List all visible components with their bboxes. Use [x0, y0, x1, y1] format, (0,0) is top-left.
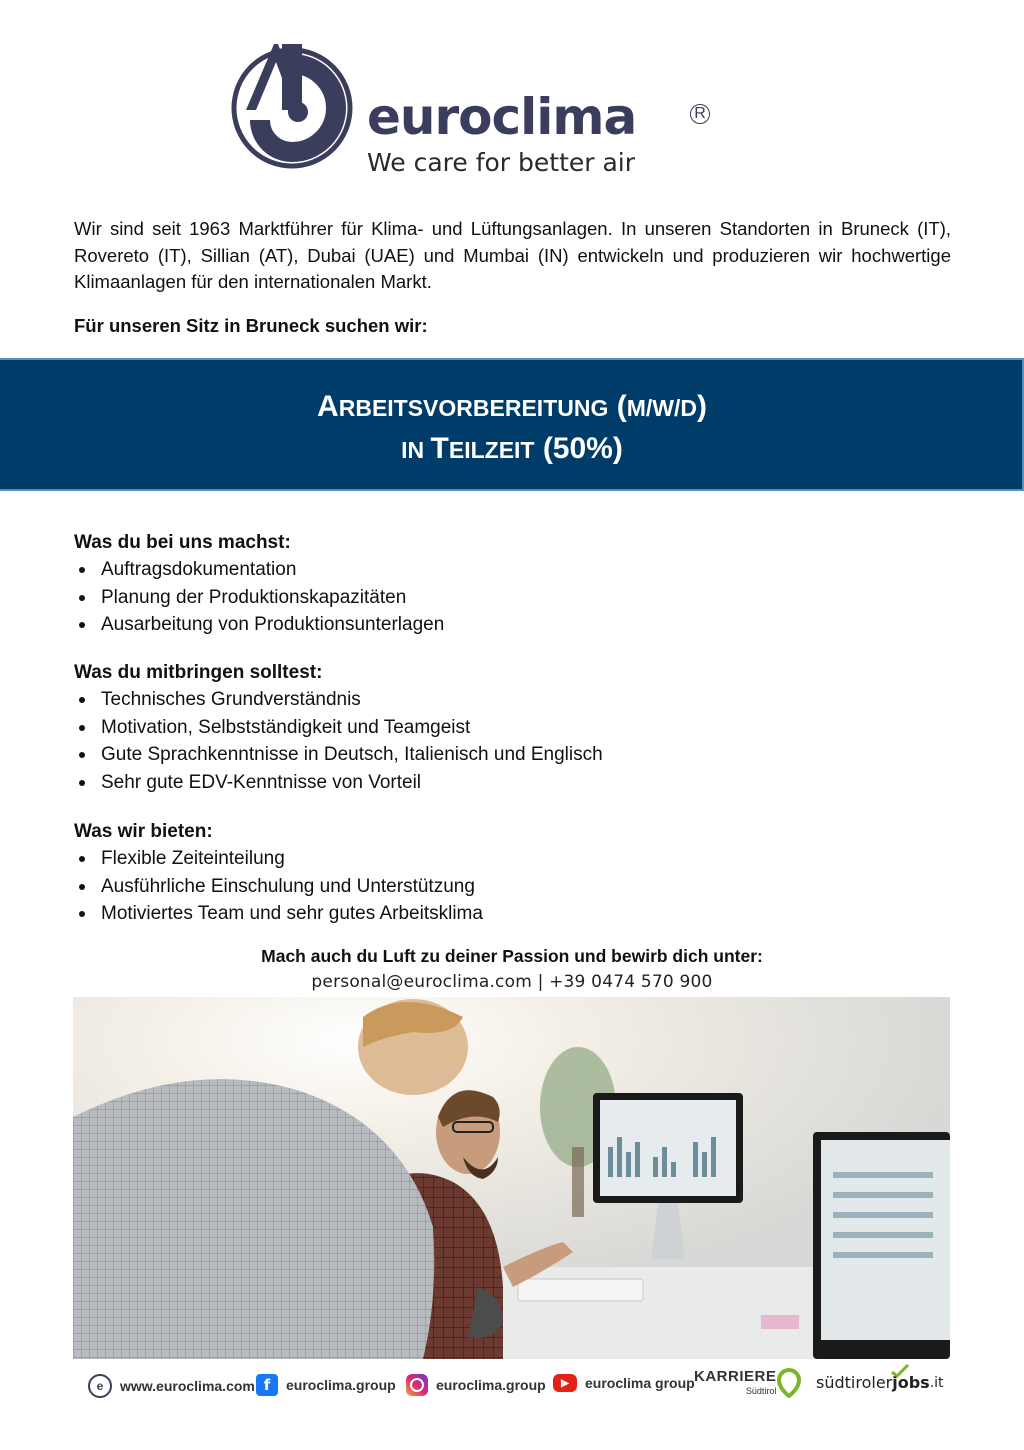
euroclima-logo-icon [226, 38, 358, 170]
section-requirements [74, 659, 954, 796]
karriere-suedtirol-logo[interactable]: KARRIERE Südtirol [694, 1368, 777, 1396]
list-item: Gute Sprachkenntnisse in Deutsch, Italienisch und Englisch [74, 741, 954, 769]
checkmark-icon [890, 1364, 910, 1378]
list-item: Flexible Zeiteinteilung [74, 845, 954, 873]
logo-wordmark: euroclima [367, 88, 637, 146]
list-item: Motivation, Selbstständigkeit und Teamgeist [74, 714, 954, 742]
footer-website-link[interactable]: e www.euroclima.com [88, 1374, 255, 1398]
karriere-pin-icon [777, 1368, 801, 1398]
list-item: Ausarbeitung von Produktionsunterlagen [74, 611, 954, 639]
registered-mark: R [690, 104, 710, 124]
job-title-line-2: IN TEILZEIT (50%) [401, 432, 623, 465]
suedtirolerjobs-logo[interactable]: südtiroler jobs .it [816, 1373, 944, 1392]
section-tasks [74, 529, 954, 639]
youtube-icon: ▶ [553, 1374, 577, 1392]
section-heading: Was wir bieten: [74, 821, 213, 842]
office-photo [73, 997, 950, 1359]
footer-youtube-link[interactable]: ▶ euroclima group [553, 1374, 695, 1392]
logo-tagline: We care for better air [367, 148, 636, 177]
facebook-icon: f [256, 1374, 278, 1396]
footer-bar [0, 1364, 1024, 1406]
contact-info[interactable]: personal@euroclima.com | +39 0474 570 900 [311, 972, 713, 992]
list-item: Motiviertes Team und sehr gutes Arbeitsklima [74, 900, 954, 928]
intro-paragraph: Wir sind seit 1963 Marktführer für Klima- und Lüftungsanlagen. In unseren Standorten in Bruneck (IT), Rovereto (IT), Sillian (AT), Dubai (UAE) und Mumbai (IN) entwickeln und produzieren wir hochwertige Klimaanlagen für den internationalen Markt. [74, 218, 951, 292]
footer-instagram-link[interactable]: euroclima.group [406, 1374, 546, 1396]
seeking-heading: Für unseren Sitz in Bruneck suchen wir: [74, 315, 428, 336]
call-to-action: Mach auch du Luft zu deiner Passion und bewirb dich unter: [261, 946, 763, 966]
job-title-line-1: ARBEITSVORBEREITUNG (M/W/D) [317, 390, 707, 423]
list-item: Technisches Grundverständnis [74, 686, 954, 714]
list-item: Planung der Produktionskapazitäten [74, 584, 954, 612]
job-title-banner [0, 358, 1024, 491]
instagram-icon [406, 1374, 428, 1396]
list-item: Auftragsdokumentation [74, 556, 954, 584]
section-heading: Was du mitbringen solltest: [74, 662, 323, 683]
footer-facebook-link[interactable]: f euroclima.group [256, 1374, 396, 1396]
euroclima-small-logo-icon: e [88, 1374, 112, 1398]
list-item: Ausführliche Einschulung und Unterstützung [74, 873, 954, 901]
section-benefits [74, 818, 954, 928]
section-heading: Was du bei uns machst: [74, 532, 291, 553]
list-item: Sehr gute EDV-Kenntnisse von Vorteil [74, 769, 954, 797]
